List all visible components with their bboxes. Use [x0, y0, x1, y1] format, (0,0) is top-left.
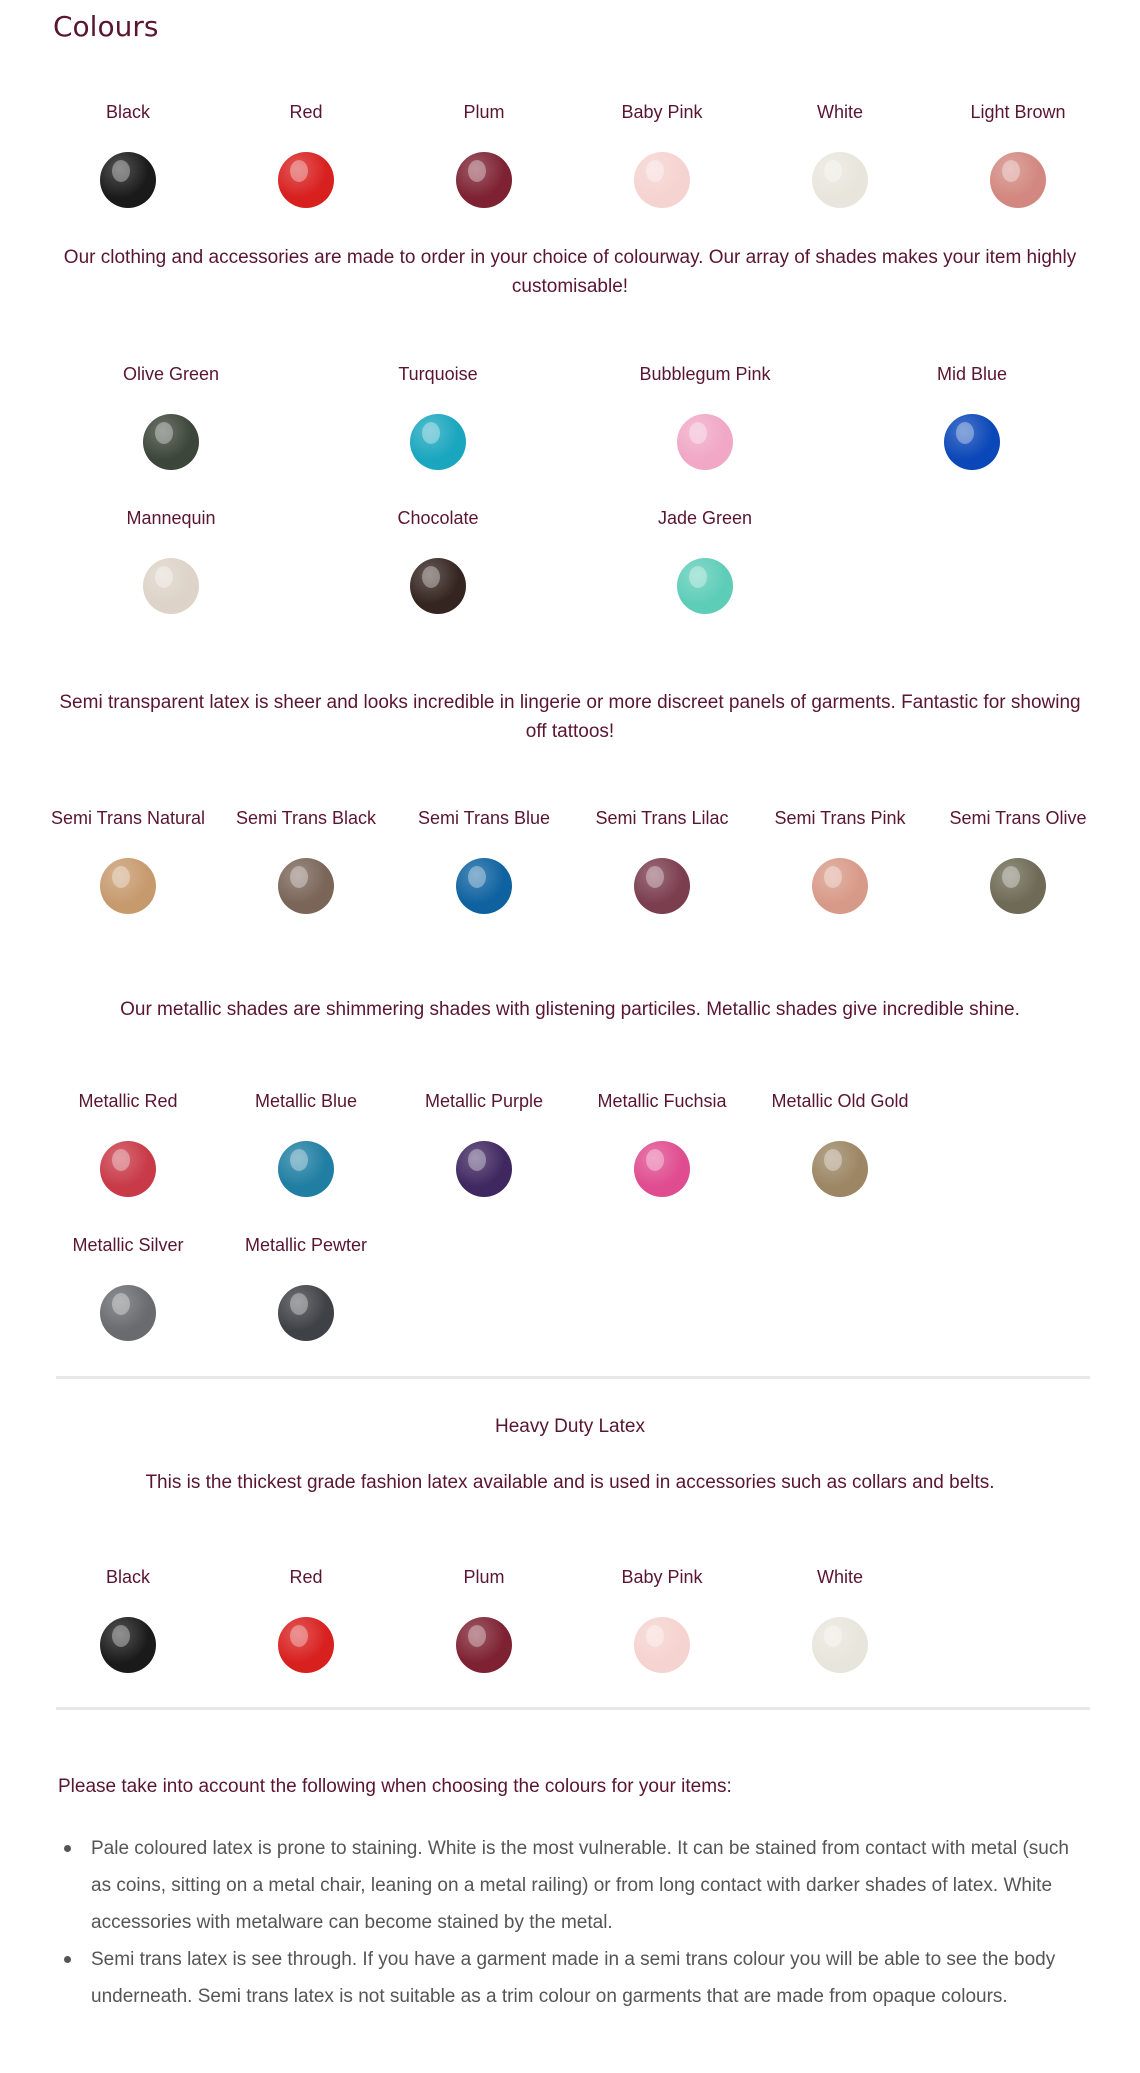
- swatch-red[interactable]: [216, 100, 396, 208]
- swatch-label: Light Brown: [970, 102, 1066, 122]
- swatch-label: Turquoise: [398, 364, 478, 384]
- swatch-label: Chocolate: [397, 508, 479, 528]
- swatch-dot[interactable]: [677, 414, 733, 470]
- swatch-label: White: [816, 1567, 863, 1587]
- swatch-dot[interactable]: [812, 858, 868, 914]
- swatch-dot[interactable]: [990, 152, 1046, 208]
- swatch-semi-trans-olive[interactable]: [928, 806, 1108, 914]
- swatch-dot[interactable]: [410, 414, 466, 470]
- standard-swatch-row-1: [0, 100, 1140, 220]
- semi-trans-text: Semi transparent latex is sheer and looks incredible in lingerie or more discreet panels of garments. Fantastic for showing off tattoos!: [59, 692, 1081, 742]
- swatch-dot[interactable]: [100, 1141, 156, 1197]
- swatch-dot[interactable]: [143, 558, 199, 614]
- swatch-plum[interactable]: [394, 100, 574, 208]
- swatch-label: Semi Trans Lilac: [595, 808, 729, 828]
- swatch-semi-trans-black[interactable]: [216, 806, 396, 914]
- swatch-metallic-red[interactable]: [38, 1089, 218, 1197]
- swatch-dot[interactable]: [990, 858, 1046, 914]
- swatch-dot[interactable]: [456, 152, 512, 208]
- swatch-olive-green[interactable]: [81, 362, 261, 470]
- swatch-dot[interactable]: [100, 152, 156, 208]
- swatch-dot[interactable]: [634, 858, 690, 914]
- swatch-dot[interactable]: [100, 858, 156, 914]
- swatch-label: Bubblegum Pink: [639, 364, 771, 384]
- swatch-black[interactable]: [38, 100, 218, 208]
- swatch-label: Metallic Silver: [72, 1235, 184, 1255]
- swatch-dot[interactable]: [677, 558, 733, 614]
- swatch-dot[interactable]: [100, 1285, 156, 1341]
- swatch-label: Metallic Pewter: [244, 1235, 368, 1255]
- swatch-dot[interactable]: [456, 1617, 512, 1673]
- metallic-swatch-row-1: [0, 1089, 1140, 1209]
- section-divider: [56, 1376, 1090, 1379]
- swatch-hd-black[interactable]: [38, 1565, 218, 1673]
- swatch-semi-trans-natural[interactable]: [38, 806, 218, 914]
- list-item: Pale coloured latex is prone to staining. White is the most vulnerable. It can be stained from contact with metal (such as coins, sitting on a metal chair, leaning on a metal railing) or from long contact with darker shades of latex. White accessories with metalware can become stained by the metal.: [58, 1830, 1088, 1941]
- swatch-semi-trans-pink[interactable]: [750, 806, 930, 914]
- metallic-swatch-row-2: [0, 1233, 1140, 1353]
- swatch-baby-pink[interactable]: [572, 100, 752, 208]
- swatch-label: Plum: [463, 102, 505, 122]
- swatch-label: Metallic Fuchsia: [597, 1091, 727, 1111]
- swatch-label: Metallic Purple: [424, 1091, 544, 1111]
- swatch-dot[interactable]: [634, 1617, 690, 1673]
- swatch-hd-white[interactable]: [750, 1565, 930, 1673]
- swatch-dot[interactable]: [278, 1285, 334, 1341]
- swatch-metallic-pewter[interactable]: [216, 1233, 396, 1341]
- swatch-label: Semi Trans Olive: [949, 808, 1087, 828]
- swatch-semi-trans-blue[interactable]: [394, 806, 574, 914]
- swatch-label: Semi Trans Pink: [774, 808, 906, 828]
- swatch-label: Baby Pink: [621, 102, 703, 122]
- swatch-dot[interactable]: [100, 1617, 156, 1673]
- swatch-dot[interactable]: [456, 858, 512, 914]
- swatch-light-brown[interactable]: [928, 100, 1108, 208]
- swatch-turquoise[interactable]: [348, 362, 528, 470]
- swatch-bubblegum-pink[interactable]: [615, 362, 795, 470]
- swatch-semi-trans-lilac[interactable]: [572, 806, 752, 914]
- swatch-hd-baby-pink[interactable]: [572, 1565, 752, 1673]
- swatch-dot[interactable]: [410, 558, 466, 614]
- swatch-label: Jade Green: [657, 508, 753, 528]
- swatch-dot[interactable]: [278, 1617, 334, 1673]
- swatch-dot[interactable]: [812, 1141, 868, 1197]
- heavy-duty-heading: Heavy Duty Latex: [495, 1416, 645, 1437]
- swatch-mannequin[interactable]: [81, 506, 261, 614]
- metallic-text: Our metallic shades are shimmering shades with glistening particiles. Metallic shades give incredible shine.: [120, 999, 1020, 1020]
- swatch-metallic-old-gold[interactable]: [750, 1089, 930, 1197]
- swatch-dot[interactable]: [143, 414, 199, 470]
- swatch-metallic-fuchsia[interactable]: [572, 1089, 752, 1197]
- page-title: Colours: [53, 10, 159, 43]
- swatch-jade-green[interactable]: [615, 506, 795, 614]
- swatch-label: Semi Trans Blue: [417, 808, 551, 828]
- swatch-metallic-purple[interactable]: [394, 1089, 574, 1197]
- heavy-duty-text: This is the thickest grade fashion latex available and is used in accessories such as collars and belts.: [145, 1472, 995, 1493]
- swatch-label: Metallic Blue: [254, 1091, 358, 1111]
- heavy-duty-swatch-row: [0, 1565, 1140, 1685]
- swatch-white[interactable]: [750, 100, 930, 208]
- swatch-label: Black: [105, 1567, 150, 1587]
- swatch-dot[interactable]: [634, 152, 690, 208]
- swatch-dot[interactable]: [278, 858, 334, 914]
- semi-trans-swatch-row: [0, 806, 1140, 926]
- swatch-label: Plum: [463, 1567, 505, 1587]
- swatch-label: Semi Trans Black: [235, 808, 377, 828]
- swatch-dot[interactable]: [456, 1141, 512, 1197]
- swatch-metallic-silver[interactable]: [38, 1233, 218, 1341]
- swatch-dot[interactable]: [634, 1141, 690, 1197]
- swatch-hd-red[interactable]: [216, 1565, 396, 1673]
- swatch-dot[interactable]: [812, 152, 868, 208]
- swatch-label: Olive Green: [122, 364, 220, 384]
- swatch-dot[interactable]: [278, 1141, 334, 1197]
- swatch-label: Red: [289, 1567, 323, 1587]
- swatch-label: White: [816, 102, 863, 122]
- swatch-label: Black: [105, 102, 150, 122]
- swatch-label: Mannequin: [126, 508, 216, 528]
- swatch-label: Baby Pink: [621, 1567, 703, 1587]
- list-item: Semi trans latex is see through. If you have a garment made in a semi trans colour you will be able to see the body underneath. Semi trans latex is not suitable as a trim colour on garments that are made from opaque colours.: [58, 1941, 1088, 2015]
- swatch-metallic-blue[interactable]: [216, 1089, 396, 1197]
- section-divider: [56, 1707, 1090, 1710]
- swatch-label: Metallic Old Gold: [771, 1091, 909, 1111]
- swatch-chocolate[interactable]: [348, 506, 528, 614]
- standard-swatch-row-3: [0, 506, 1140, 626]
- swatch-hd-plum[interactable]: [394, 1565, 574, 1673]
- swatch-dot[interactable]: [944, 414, 1000, 470]
- swatch-dot[interactable]: [812, 1617, 868, 1673]
- swatch-label: Semi Trans Natural: [50, 808, 206, 828]
- swatch-mid-blue[interactable]: [882, 362, 1062, 470]
- swatch-dot[interactable]: [278, 152, 334, 208]
- intro-text: Our clothing and accessories are made to order in your choice of colourway. Our array of shades makes your item highly customisable!: [63, 247, 1077, 297]
- notes-list: [58, 1830, 1088, 2015]
- standard-swatch-row-2: [0, 362, 1140, 482]
- swatch-label: Metallic Red: [78, 1091, 178, 1111]
- swatch-label: Red: [289, 102, 323, 122]
- note-heading: Please take into account the following when choosing the colours for your items:: [58, 1776, 732, 1797]
- swatch-label: Mid Blue: [936, 364, 1008, 384]
